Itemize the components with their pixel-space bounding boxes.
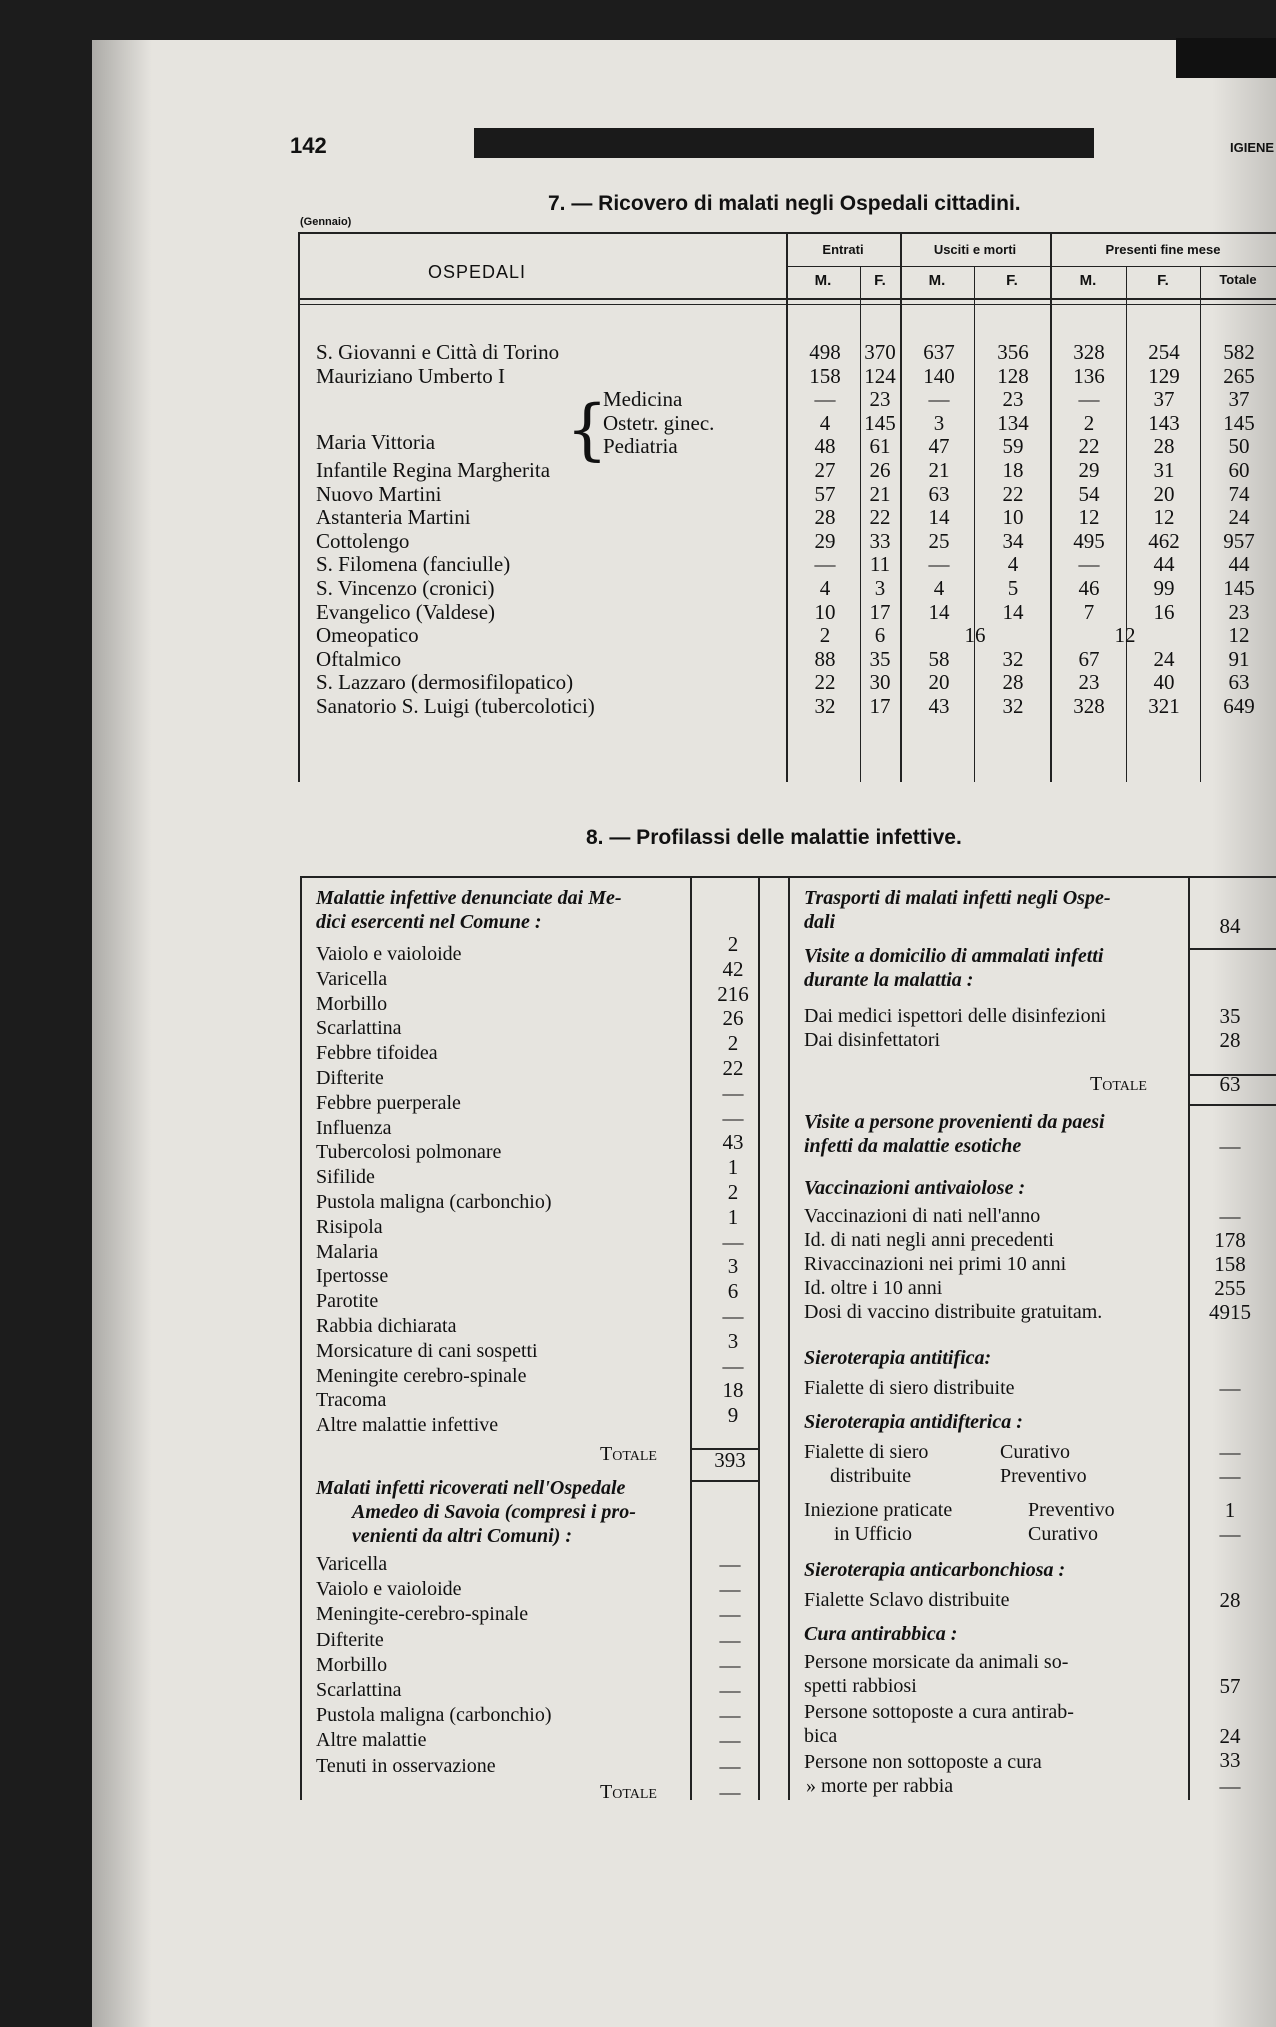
disease-name: Malaria <box>316 1240 379 1263</box>
table-row <box>298 411 1276 435</box>
table-cell: 145 <box>864 410 896 435</box>
disease-value: 42 <box>722 956 744 981</box>
sub-m: M. <box>928 272 946 289</box>
table-cell: 20 <box>928 670 950 695</box>
table-cell: 21 <box>928 458 950 482</box>
hospital-name: S. Lazzaro (dermosifilopatico) <box>316 670 574 695</box>
hospital-name: Infantile Regina Margherita <box>316 458 551 482</box>
table-row <box>298 529 1276 553</box>
group-presenti: Presenti fine mese <box>1105 242 1221 257</box>
table-cell: 20 <box>1153 481 1175 506</box>
disease-value: 9 <box>727 1403 739 1428</box>
table-cell: 10 <box>1002 505 1024 530</box>
fialette-sclavo: Fialette Sclavo distribuite <box>804 1589 1010 1611</box>
disease-value: — <box>722 1229 744 1254</box>
table-cell: 328 <box>1073 694 1105 718</box>
table-cell: 32 <box>814 694 836 718</box>
disease-value: — <box>722 1080 744 1105</box>
table-cell: 16 <box>1153 599 1175 624</box>
disease-name: Scarlattina <box>316 1017 402 1040</box>
table-cell: 10 <box>814 599 836 624</box>
vacc-value: 255 <box>1214 1276 1246 1300</box>
totale-label-3: Totale <box>1090 1073 1147 1095</box>
table-row <box>298 505 1276 529</box>
table-row <box>298 552 1276 576</box>
vacc-row: Dosi di vaccino distribuite gratuitam. <box>804 1301 1103 1323</box>
disease-value: 3 <box>727 1254 739 1279</box>
table-cell: 29 <box>1078 458 1100 482</box>
table-cell: 59 <box>1002 434 1024 459</box>
vacc-value: — <box>1219 1204 1241 1228</box>
table-cell: 35 <box>869 646 891 671</box>
table-cell: 3 <box>933 410 945 435</box>
table-cell: 23 <box>1078 670 1100 695</box>
table-cell: 136 <box>1073 363 1105 388</box>
ricoverati-value: — <box>719 1552 741 1576</box>
table-cell: 134 <box>997 410 1029 435</box>
heading-ricoverati-3: venienti da altri Comuni) : <box>352 1525 573 1547</box>
curativo: Curativo <box>1000 1441 1070 1463</box>
hospital-name: Ostetr. ginec. <box>603 410 715 435</box>
hospital-name: Medicina <box>603 387 683 412</box>
fialette-siero: Fialette di siero distribuite <box>804 1377 1015 1399</box>
persone-morsicate: Persone morsicate da animali so- <box>804 1651 1069 1673</box>
table-cell: 140 <box>923 363 955 388</box>
table-cell: — <box>814 387 836 412</box>
table-row <box>298 670 1276 694</box>
sub-f: F. <box>1157 272 1169 289</box>
maria-vittoria-label: Maria Vittoria <box>316 430 436 454</box>
table-cell: 22 <box>1002 481 1024 506</box>
month-label: (Gennaio) <box>300 216 352 228</box>
table-cell: 61 <box>869 434 891 459</box>
totale_value: 63 <box>1219 1072 1241 1096</box>
trasporti: Trasporti di malati infetti negli Ospe- <box>804 887 1111 909</box>
persone_morsicate_value: 57 <box>1219 1674 1241 1698</box>
table-cell: 4 <box>933 576 945 600</box>
table-cell: 2 <box>1083 410 1095 435</box>
hospital-name: Nuovo Martini <box>316 481 442 506</box>
hospital-name: Omeopatico <box>316 623 419 648</box>
vacc-row: Vaccinazioni di nati nell'anno <box>804 1205 1041 1227</box>
table-cell: 74 <box>1228 481 1250 506</box>
table-cell: 34 <box>1002 528 1024 553</box>
disease-value: — <box>722 1353 744 1378</box>
table-cell: 143 <box>1148 410 1180 435</box>
group-usciti: Usciti e morti <box>933 242 1017 257</box>
totale2-value: — <box>719 1780 741 1804</box>
curativo-2: Curativo <box>1028 1523 1098 1545</box>
table-cell: 37 <box>1153 387 1175 412</box>
table-row <box>298 576 1276 600</box>
table-cell: 37 <box>1228 387 1250 412</box>
table-cell: 3 <box>874 576 886 600</box>
vacc-value: 4915 <box>1209 1300 1251 1324</box>
siero-antidifterica: Sieroterapia antidifterica : <box>804 1411 1023 1433</box>
table-cell: 29 <box>814 528 836 553</box>
table-cell: 145 <box>1223 576 1255 600</box>
siero-antitifica: Sieroterapia antitifica: <box>804 1347 992 1369</box>
table-cell: 58 <box>928 646 950 671</box>
table-cell: 50 <box>1228 434 1250 459</box>
table-cell: 25 <box>928 528 950 553</box>
cura-antirabbica: Cura antirabbica : <box>804 1623 958 1645</box>
table-cell: 7 <box>1083 599 1095 624</box>
scan-edge <box>1176 38 1276 78</box>
disease-name: Pustola maligna (carbonchio) <box>316 1191 552 1213</box>
table-cell: 88 <box>814 646 836 671</box>
table-cell: 21 <box>869 481 891 506</box>
table-cell: 17 <box>869 599 891 624</box>
disease-value: 26 <box>722 1006 744 1031</box>
ricoverati-value: — <box>719 1627 741 1652</box>
distribuite: distribuite <box>830 1465 912 1487</box>
table-cell: 33 <box>869 528 891 553</box>
vacc-heading: Vaccinazioni antivaiolose : <box>804 1177 1026 1199</box>
table-cell: 124 <box>864 363 896 388</box>
disease-name: Varicella <box>316 967 388 990</box>
table-cell: 40 <box>1153 670 1175 695</box>
fialette_siero_value: — <box>1219 1376 1241 1400</box>
disease-value: 6 <box>727 1279 739 1304</box>
non_sottoposte_value: 33 <box>1219 1748 1241 1772</box>
medici_value: 35 <box>1219 1004 1241 1028</box>
totale-value: 393 <box>714 1448 746 1472</box>
morte: » morte per rabbia <box>806 1775 954 1797</box>
table-cell: 370 <box>864 340 896 364</box>
disease-name: Parotite <box>316 1290 379 1313</box>
hospital-name: Sanatorio S. Luigi (tubercolotici) <box>316 694 595 718</box>
preventivo: Preventivo <box>1000 1465 1087 1487</box>
ricoverati-name: Difterite <box>316 1628 384 1651</box>
fd_preventivo_value: — <box>1219 1464 1241 1488</box>
ricoverati-name: Altre malattie <box>316 1729 427 1752</box>
disease-name: Febbre puerperale <box>316 1091 461 1114</box>
visite_pers_value: — <box>1219 1134 1241 1158</box>
table-cell: 54 <box>1078 481 1100 506</box>
persone-morsicate-2: spetti rabbiosi <box>804 1675 917 1697</box>
ricoverati-value: — <box>719 1602 741 1627</box>
table-cell: 462 <box>1148 528 1180 553</box>
non-sottoposte: Persone non sottoposte a cura <box>804 1751 1042 1773</box>
table-cell: 23 <box>1228 599 1250 624</box>
table-cell: 12 <box>1078 505 1100 530</box>
table-cell: 14 <box>1002 599 1024 624</box>
sub-m: M. <box>1079 272 1097 289</box>
ricoverati-name: Morbillo <box>316 1653 388 1676</box>
vacc-row: Id. di nati negli anni precedenti <box>804 1229 1054 1251</box>
disease-value: 1 <box>727 1204 739 1229</box>
disinfettatori: Dai disinfettatori <box>804 1029 941 1051</box>
table-row <box>298 364 1276 388</box>
table-cell: 24 <box>1228 505 1250 530</box>
table-cell: 63 <box>1228 670 1250 695</box>
ricoverati-name: Meningite-cerebro-spinale <box>316 1603 529 1626</box>
table-row <box>298 387 1276 411</box>
brace: { <box>566 391 608 468</box>
table-row <box>298 340 1276 364</box>
disease-name: Tubercolosi polmonare <box>316 1141 502 1164</box>
fialette_sclavo_value: 28 <box>1219 1588 1241 1612</box>
hospital-name: Pediatria <box>603 434 678 459</box>
table-cell: 22 <box>1078 434 1100 459</box>
disease-value: — <box>722 1304 744 1328</box>
table-cell: 5 <box>1007 576 1019 600</box>
disease-value: 2 <box>727 1180 739 1204</box>
sub-totale: Totale <box>1219 272 1257 287</box>
fd_curativo_value: — <box>1219 1440 1241 1464</box>
in-ufficio: in Ufficio <box>834 1523 912 1545</box>
disease-value: 43 <box>722 1130 744 1155</box>
totale-label-2: Totale <box>600 1781 657 1803</box>
table-cell: 11 <box>869 552 891 577</box>
disease-name: Risipola <box>316 1215 383 1238</box>
table-cell: 18 <box>1002 458 1024 482</box>
table-cell: 12 <box>1228 623 1250 648</box>
table-cell: 28 <box>814 505 836 530</box>
disease-value: 216 <box>717 981 749 1006</box>
table-row <box>298 458 1276 482</box>
table-cell: 12 <box>1114 623 1136 648</box>
table-cell: 32 <box>1002 646 1024 671</box>
table-cell: — <box>1078 387 1100 412</box>
hospital-name: Cottolengo <box>316 528 410 553</box>
table-cell: 4 <box>1007 552 1019 577</box>
disease-value: 2 <box>727 932 739 956</box>
table-cell: 128 <box>997 363 1029 388</box>
table-cell: 17 <box>869 694 891 718</box>
table-cell: 356 <box>997 340 1029 364</box>
sub-f: F. <box>874 272 886 289</box>
table-cell: 4 <box>819 576 831 600</box>
table-cell: 16 <box>964 623 986 648</box>
ricoverati-value: — <box>719 1577 741 1602</box>
disease-name: Sifilide <box>316 1166 375 1189</box>
table-cell: 22 <box>869 505 891 530</box>
trasporti_value: 84 <box>1219 914 1241 938</box>
table-cell: 582 <box>1223 340 1255 364</box>
group-entrati: Entrati <box>822 242 864 257</box>
heading-ricoverati-2: Amedeo di Savoia (compresi i pro- <box>352 1501 636 1523</box>
sottoposte-2: bica <box>804 1725 838 1747</box>
iniezione: Iniezione praticate <box>804 1499 953 1521</box>
table-cell: 26 <box>869 458 891 482</box>
ospedali-header: OSPEDALI <box>428 262 527 282</box>
heading-denunciate: Malattie infettive denunciate dai Me- <box>316 887 622 909</box>
table-cell: 649 <box>1223 694 1255 718</box>
hospital-name: Mauriziano Umberto I <box>316 363 505 388</box>
in_curativo_value: — <box>1219 1522 1241 1546</box>
morte_value: — <box>1219 1774 1241 1798</box>
table-cell: 44 <box>1153 552 1175 577</box>
table-row <box>298 434 1276 458</box>
table-cell: 495 <box>1073 528 1105 553</box>
hospital-name: S. Giovanni e Città di Torino <box>316 340 560 364</box>
disease-name: Influenza <box>316 1116 392 1139</box>
ricoverati-name: Tenuti in osservazione <box>316 1754 496 1777</box>
heading-ricoverati: Malati infetti ricoverati nell'Ospedale <box>316 1477 626 1499</box>
ricoverati-name: Scarlattina <box>316 1679 402 1701</box>
table-cell: — <box>814 552 836 577</box>
disease-name: Morbillo <box>316 992 388 1015</box>
table-cell: 32 <box>1002 694 1024 718</box>
medici: Dai medici ispettori delle disinfezioni <box>804 1005 1107 1027</box>
ricoverati-value: — <box>719 1652 741 1677</box>
table-cell: 67 <box>1078 646 1100 671</box>
table-row <box>298 623 1276 647</box>
sottoposte: Persone sottoposte a cura antirab- <box>804 1701 1074 1723</box>
vacc-row: Rivaccinazioni nei primi 10 anni <box>804 1253 1067 1275</box>
table-cell: 254 <box>1148 340 1180 364</box>
table-cell: 31 <box>1153 458 1175 482</box>
table-cell: 6 <box>874 623 886 648</box>
table-cell: 4 <box>819 410 831 435</box>
in_preventivo_value: 1 <box>1224 1498 1236 1522</box>
visite-domicilio-2: durante la malattia : <box>804 969 974 991</box>
ricoverati-name: Vaiolo e vaioloide <box>316 1578 462 1601</box>
table-cell: 328 <box>1073 340 1105 364</box>
sub-f: F. <box>1006 272 1018 289</box>
vacc-row: Id. oltre i 10 anni <box>804 1277 943 1299</box>
disease-name: Febbre tifoidea <box>316 1042 438 1065</box>
table-cell: 23 <box>1002 387 1024 412</box>
disease-value: 3 <box>727 1328 739 1353</box>
disease-name: Ipertosse <box>316 1265 389 1288</box>
table-cell: 99 <box>1153 576 1175 600</box>
table-cell: 24 <box>1153 646 1175 671</box>
vacc-value: 158 <box>1214 1252 1246 1276</box>
sub-m: M. <box>814 272 832 289</box>
disease-value: — <box>722 1105 744 1130</box>
disease-name: Altre malattie infettive <box>316 1414 499 1437</box>
table-cell: 265 <box>1223 363 1255 388</box>
table-row <box>298 647 1276 671</box>
disease-value: 18 <box>722 1378 744 1403</box>
table-cell: 28 <box>1002 670 1024 695</box>
table-cell: 498 <box>809 340 841 364</box>
table-cell: — <box>928 552 950 577</box>
table-cell: 321 <box>1148 694 1180 718</box>
table-cell: 22 <box>814 670 836 695</box>
table-row <box>298 600 1276 624</box>
table-cell: 30 <box>869 670 891 695</box>
table-row <box>298 694 1276 718</box>
table-cell: — <box>1078 552 1100 577</box>
visite-persone-2: infetti da malattie esotiche <box>804 1135 1022 1157</box>
table-row <box>298 482 1276 506</box>
totale-label: Totale <box>600 1443 657 1465</box>
table-cell: 14 <box>928 599 950 624</box>
ricoverati-value: — <box>719 1678 741 1702</box>
hospital-name: S. Filomena (fanciulle) <box>316 552 511 577</box>
preventivo-2: Preventivo <box>1028 1499 1115 1521</box>
table-cell: 48 <box>814 434 836 459</box>
disease-name: Vaiolo e vaioloide <box>316 943 462 965</box>
table-cell: 47 <box>928 434 950 459</box>
running-head: IGIENE <box>1230 140 1275 155</box>
profilassi-table <box>300 876 1276 1804</box>
table-cell: 637 <box>923 340 955 364</box>
table-cell: 44 <box>1228 552 1250 577</box>
disease-value: 22 <box>722 1056 744 1080</box>
page-number: 142 <box>290 133 327 158</box>
disease-name: Meningite cerebro-spinale <box>316 1364 527 1387</box>
table-cell: 158 <box>809 363 841 388</box>
hospital-name: Evangelico (Valdese) <box>316 599 496 624</box>
ricoverati-value: — <box>719 1703 741 1728</box>
disease-name: Tracoma <box>316 1389 387 1412</box>
disease-value: 1 <box>727 1155 739 1180</box>
table-cell: 14 <box>928 505 950 530</box>
disease-name: Morsicature di cani sospetti <box>316 1339 538 1362</box>
siero-anticarb: Sieroterapia anticarbonchiosa : <box>804 1559 1066 1581</box>
section8-title: 8. — Profilassi delle malattie infettive. <box>586 826 962 849</box>
ricoverati-name: Varicella <box>316 1553 388 1575</box>
hospital-name: S. Vincenzo (cronici) <box>316 576 495 600</box>
vacc-value: 178 <box>1214 1228 1246 1252</box>
table-cell: 27 <box>814 458 836 482</box>
table-cell: 129 <box>1148 363 1180 388</box>
table-cell: 145 <box>1223 410 1255 435</box>
table-cell: 2 <box>819 623 831 648</box>
trasporti-2: dali <box>804 911 836 933</box>
hospital-table <box>298 232 1276 782</box>
table-cell: 63 <box>928 481 950 506</box>
disease-value: 2 <box>727 1031 739 1056</box>
table-cell: — <box>928 387 950 412</box>
ricoverati-value: — <box>719 1753 741 1778</box>
hospital-name: Astanteria Martini <box>316 505 471 530</box>
table-cell: 12 <box>1153 505 1175 530</box>
table-cell: 28 <box>1153 434 1175 459</box>
disinfettatori_value: 28 <box>1219 1028 1241 1052</box>
table-cell: 57 <box>814 481 836 506</box>
ricoverati-value: — <box>719 1728 741 1753</box>
ricoverati-name: Pustola maligna (carbonchio) <box>316 1704 552 1727</box>
hospital-name: Oftalmico <box>316 646 402 671</box>
visite-persone: Visite a persone provenienti da paesi <box>804 1111 1105 1133</box>
table-cell: 46 <box>1078 576 1100 600</box>
table-cell: 91 <box>1228 646 1250 671</box>
table-cell: 60 <box>1228 458 1250 482</box>
header-band <box>474 128 1094 158</box>
table-cell: 957 <box>1223 528 1255 553</box>
fialette-di-siero: Fialette di siero <box>804 1441 929 1463</box>
sottoposte_value: 24 <box>1219 1724 1241 1748</box>
heading-denunciate-2: dici esercenti nel Comune : <box>316 911 542 933</box>
visite-domicilio: Visite a domicilio di ammalati infetti <box>804 945 1104 967</box>
table-cell: 23 <box>869 387 891 412</box>
disease-name: Difterite <box>316 1067 384 1089</box>
section7-title: 7. — Ricovero di malati negli Ospedali cittadini. <box>548 192 1021 215</box>
disease-name: Rabbia dichiarata <box>316 1315 457 1337</box>
table-cell: 43 <box>928 694 950 718</box>
